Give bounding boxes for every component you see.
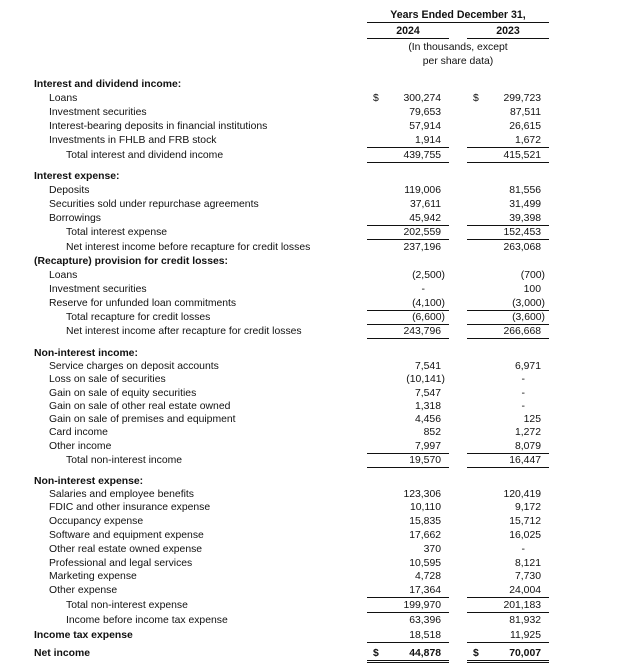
value-cell-2024 bbox=[367, 488, 449, 501]
row-label: Gain on sale of other real estate owned bbox=[49, 401, 231, 412]
value-cell-2023 bbox=[467, 515, 549, 528]
value-cell-2023 bbox=[467, 92, 549, 105]
table-row bbox=[0, 629, 621, 643]
amount: 63,396 bbox=[409, 615, 441, 626]
amount: 1,914 bbox=[414, 135, 441, 146]
amount: 57,914 bbox=[409, 121, 441, 132]
value-cell-2024 bbox=[367, 92, 449, 105]
amount: 199,970 bbox=[403, 600, 441, 611]
value-cell-2023 bbox=[467, 373, 549, 386]
row-label: Total non-interest expense bbox=[66, 600, 188, 611]
value-cell-2024 bbox=[367, 570, 449, 583]
value-cell-2023 bbox=[467, 387, 549, 400]
amount: 263,068 bbox=[503, 242, 541, 253]
value-cell-2023 bbox=[467, 120, 549, 133]
table-row bbox=[0, 614, 621, 628]
table-row bbox=[0, 198, 621, 212]
amount: - bbox=[421, 284, 425, 295]
value-cell-2023 bbox=[467, 584, 549, 598]
amount: 6,971 bbox=[514, 361, 541, 372]
value-cell-2024 bbox=[367, 647, 449, 663]
amount: 8,079 bbox=[514, 441, 541, 452]
amount: 1,318 bbox=[414, 401, 441, 412]
amount: 370 bbox=[423, 544, 441, 555]
amount: 31,499 bbox=[509, 199, 541, 210]
amount: 237,196 bbox=[403, 242, 441, 253]
section-header-row bbox=[0, 475, 621, 489]
table-row bbox=[0, 120, 621, 134]
row-label: Other income bbox=[49, 441, 112, 452]
value-cell-2024 bbox=[367, 184, 449, 197]
row-label: Interest-bearing deposits in financial institutions bbox=[49, 121, 268, 132]
amount: - bbox=[521, 401, 525, 412]
value-cell-2023 bbox=[467, 241, 549, 254]
value-cell-2024 bbox=[367, 584, 449, 598]
row-label: Total recapture for credit losses bbox=[66, 312, 211, 323]
amount: 152,453 bbox=[503, 227, 541, 238]
table-row bbox=[0, 501, 621, 515]
value-cell-2023 bbox=[467, 599, 549, 613]
value-cell-2023 bbox=[467, 226, 549, 240]
value-cell-2024 bbox=[367, 149, 449, 163]
row-label: Investment securities bbox=[49, 284, 147, 295]
table-row bbox=[0, 360, 621, 374]
period-title: Years Ended December 31, bbox=[367, 9, 549, 23]
table-row bbox=[0, 106, 621, 120]
value-cell-2023 bbox=[467, 325, 549, 339]
amount: (700) bbox=[520, 270, 545, 281]
amount: 17,364 bbox=[409, 585, 441, 596]
amount: 201,183 bbox=[503, 600, 541, 611]
row-label: Occupancy expense bbox=[49, 516, 144, 527]
value-cell-2023 bbox=[467, 557, 549, 570]
section-label: Interest and dividend income: bbox=[34, 79, 182, 90]
amount: 7,997 bbox=[414, 441, 441, 452]
amount: 120,419 bbox=[503, 489, 541, 500]
amount: 9,172 bbox=[514, 502, 541, 513]
value-cell-2024 bbox=[367, 241, 449, 254]
amount: 123,306 bbox=[403, 489, 441, 500]
units-note-line-2: per share data) bbox=[422, 56, 494, 67]
row-label: Service charges on deposit accounts bbox=[49, 361, 219, 372]
amount: (3,000) bbox=[512, 298, 545, 309]
value-cell-2024 bbox=[367, 629, 449, 643]
value-cell-2023 bbox=[467, 440, 549, 454]
amount: 39,398 bbox=[509, 213, 541, 224]
amount: 81,556 bbox=[509, 185, 541, 196]
table-row bbox=[0, 387, 621, 401]
value-cell-2023 bbox=[467, 426, 549, 439]
amount: 8,121 bbox=[514, 558, 541, 569]
value-cell-2023 bbox=[467, 543, 549, 556]
amount: 415,521 bbox=[503, 150, 541, 161]
amount: 16,447 bbox=[509, 455, 541, 466]
value-cell-2023 bbox=[467, 149, 549, 163]
table-row bbox=[0, 269, 621, 283]
amount: (10,141) bbox=[406, 374, 445, 385]
row-label: Gain on sale of premises and equipment bbox=[49, 414, 236, 425]
value-cell-2023 bbox=[467, 647, 549, 663]
table-row bbox=[0, 400, 621, 414]
value-cell-2023 bbox=[467, 297, 549, 311]
value-cell-2024 bbox=[367, 120, 449, 133]
amount: 18,518 bbox=[409, 630, 441, 641]
currency-symbol: $ bbox=[373, 93, 379, 104]
value-cell-2023 bbox=[467, 269, 549, 282]
row-label: Income before income tax expense bbox=[66, 615, 228, 626]
value-cell-2024 bbox=[367, 413, 449, 426]
row-label: Loans bbox=[49, 93, 78, 104]
row-label: Total non-interest income bbox=[66, 455, 183, 466]
amount: 266,668 bbox=[503, 326, 541, 337]
value-cell-2023 bbox=[467, 413, 549, 426]
row-label: Deposits bbox=[49, 185, 90, 196]
value-cell-2024 bbox=[367, 297, 449, 311]
amount: 100 bbox=[523, 284, 541, 295]
value-cell-2024 bbox=[367, 515, 449, 528]
value-cell-2024 bbox=[367, 226, 449, 240]
amount: 4,728 bbox=[414, 571, 441, 582]
amount: 26,615 bbox=[509, 121, 541, 132]
value-cell-2024 bbox=[367, 440, 449, 454]
amount: 19,570 bbox=[409, 455, 441, 466]
amount: 10,595 bbox=[409, 558, 441, 569]
amount: (3,600) bbox=[512, 312, 545, 323]
row-label: Salaries and employee benefits bbox=[49, 489, 194, 500]
value-cell-2023 bbox=[467, 501, 549, 514]
value-cell-2024 bbox=[367, 269, 449, 282]
amount: 439,755 bbox=[403, 150, 441, 161]
amount: 24,004 bbox=[509, 585, 541, 596]
table-row bbox=[0, 241, 621, 255]
amount: 852 bbox=[423, 427, 441, 438]
table-row bbox=[0, 149, 621, 163]
amount: 44,878 bbox=[409, 648, 441, 659]
section-label: Non-interest income: bbox=[34, 348, 138, 359]
row-label: FDIC and other insurance expense bbox=[49, 502, 211, 513]
amount: 300,274 bbox=[403, 93, 441, 104]
amount: (4,100) bbox=[412, 298, 445, 309]
value-cell-2023 bbox=[467, 614, 549, 627]
value-cell-2024 bbox=[367, 360, 449, 373]
value-cell-2024 bbox=[367, 283, 449, 296]
value-cell-2024 bbox=[367, 454, 449, 468]
section-label: Interest expense: bbox=[34, 171, 120, 182]
row-label: Software and equipment expense bbox=[49, 530, 204, 541]
column-header-2024: 2024 bbox=[367, 25, 449, 39]
value-cell-2023 bbox=[467, 212, 549, 226]
table-row bbox=[0, 92, 621, 106]
value-cell-2023 bbox=[467, 570, 549, 583]
table-row bbox=[0, 134, 621, 148]
value-cell-2024 bbox=[367, 529, 449, 542]
table-row bbox=[0, 515, 621, 529]
amount: 202,559 bbox=[403, 227, 441, 238]
amount: 10,110 bbox=[409, 502, 441, 513]
amount: 16,025 bbox=[509, 530, 541, 541]
column-header-2023: 2023 bbox=[467, 25, 549, 39]
currency-symbol: $ bbox=[473, 648, 479, 659]
table-row bbox=[0, 297, 621, 311]
amount: 119,006 bbox=[404, 185, 441, 196]
amount: 7,541 bbox=[414, 361, 441, 372]
amount: 125 bbox=[523, 414, 541, 425]
table-row bbox=[0, 557, 621, 571]
amount: 45,942 bbox=[409, 213, 441, 224]
table-row bbox=[0, 184, 621, 198]
amount: 4,456 bbox=[414, 414, 441, 425]
value-cell-2023 bbox=[467, 400, 549, 413]
value-cell-2024 bbox=[367, 426, 449, 439]
section-label: Net income bbox=[34, 648, 91, 659]
amount: 87,511 bbox=[509, 107, 541, 118]
value-cell-2023 bbox=[467, 454, 549, 468]
amount: 299,723 bbox=[503, 93, 541, 104]
value-cell-2024 bbox=[367, 198, 449, 211]
value-cell-2024 bbox=[367, 311, 449, 325]
section-header-row bbox=[0, 170, 621, 184]
value-cell-2024 bbox=[367, 557, 449, 570]
row-label: Net interest income after recapture for credit losses bbox=[66, 326, 302, 337]
value-cell-2024 bbox=[367, 325, 449, 339]
section-header-row bbox=[0, 347, 621, 361]
value-cell-2023 bbox=[467, 184, 549, 197]
amount: 15,712 bbox=[509, 516, 541, 527]
value-cell-2023 bbox=[467, 488, 549, 501]
value-cell-2024 bbox=[367, 212, 449, 226]
value-cell-2024 bbox=[367, 106, 449, 119]
amount: 1,272 bbox=[514, 427, 541, 438]
table-row bbox=[0, 599, 621, 613]
row-label: Loans bbox=[49, 270, 78, 281]
currency-symbol: $ bbox=[373, 648, 379, 659]
row-label: Other expense bbox=[49, 585, 118, 596]
row-label: Other real estate owned expense bbox=[49, 544, 203, 555]
value-cell-2023 bbox=[467, 198, 549, 211]
section-label: Non-interest expense: bbox=[34, 476, 144, 487]
row-label: Net interest income before recapture for credit losses bbox=[66, 242, 311, 253]
value-cell-2024 bbox=[367, 599, 449, 613]
value-cell-2023 bbox=[467, 134, 549, 148]
row-label: Borrowings bbox=[49, 213, 101, 224]
table-row bbox=[0, 570, 621, 584]
value-cell-2024 bbox=[367, 373, 449, 386]
value-cell-2024 bbox=[367, 501, 449, 514]
section-label: Income tax expense bbox=[34, 630, 133, 641]
table-row bbox=[0, 212, 621, 226]
row-label: Total interest and dividend income bbox=[66, 150, 224, 161]
row-label: Gain on sale of equity securities bbox=[49, 388, 197, 399]
amount: 79,653 bbox=[409, 107, 441, 118]
amount: 11,925 bbox=[509, 630, 541, 641]
table-row bbox=[0, 454, 621, 468]
table-row bbox=[0, 283, 621, 297]
table-row bbox=[0, 543, 621, 557]
amount: (2,500) bbox=[412, 270, 445, 281]
row-label: Reserve for unfunded loan commitments bbox=[49, 298, 237, 309]
table-row bbox=[0, 426, 621, 440]
table-row bbox=[0, 373, 621, 387]
amount: 243,796 bbox=[403, 326, 441, 337]
amount: 7,547 bbox=[414, 388, 441, 399]
table-row bbox=[0, 226, 621, 240]
row-label: Marketing expense bbox=[49, 571, 137, 582]
table-row bbox=[0, 325, 621, 339]
amount: 70,007 bbox=[509, 648, 541, 659]
value-cell-2023 bbox=[467, 311, 549, 325]
table-row bbox=[0, 488, 621, 502]
value-cell-2024 bbox=[367, 400, 449, 413]
units-note-line-1: (In thousands, except bbox=[408, 42, 508, 53]
currency-symbol: $ bbox=[473, 93, 479, 104]
table-row bbox=[0, 529, 621, 543]
value-cell-2024 bbox=[367, 134, 449, 148]
amount: - bbox=[521, 544, 525, 555]
row-label: Professional and legal services bbox=[49, 558, 193, 569]
amount: - bbox=[521, 374, 525, 385]
value-cell-2023 bbox=[467, 529, 549, 542]
amount: 15,835 bbox=[409, 516, 441, 527]
table-row bbox=[0, 584, 621, 598]
row-label: Securities sold under repurchase agreements bbox=[49, 199, 259, 210]
value-cell-2023 bbox=[467, 360, 549, 373]
amount: (6,600) bbox=[412, 312, 445, 323]
value-cell-2024 bbox=[367, 614, 449, 627]
units-note bbox=[367, 41, 549, 69]
amount: 1,672 bbox=[514, 135, 541, 146]
table-row bbox=[0, 413, 621, 427]
row-label: Investments in FHLB and FRB stock bbox=[49, 135, 217, 146]
value-cell-2024 bbox=[367, 387, 449, 400]
row-label: Total interest expense bbox=[66, 227, 168, 238]
section-header-row bbox=[0, 255, 621, 269]
value-cell-2023 bbox=[467, 283, 549, 296]
amount: 37,611 bbox=[409, 199, 441, 210]
amount: 7,730 bbox=[514, 571, 541, 582]
amount: - bbox=[521, 388, 525, 399]
value-cell-2023 bbox=[467, 106, 549, 119]
value-cell-2024 bbox=[367, 543, 449, 556]
table-row bbox=[0, 440, 621, 454]
table-row bbox=[0, 311, 621, 325]
amount: 17,662 bbox=[409, 530, 441, 541]
row-label: Loss on sale of securities bbox=[49, 374, 166, 385]
value-cell-2023 bbox=[467, 629, 549, 643]
row-label: Card income bbox=[49, 427, 108, 438]
section-label: (Recapture) provision for credit losses: bbox=[34, 256, 229, 267]
section-header-row bbox=[0, 78, 621, 92]
amount: 81,932 bbox=[509, 615, 541, 626]
row-label: Investment securities bbox=[49, 107, 147, 118]
